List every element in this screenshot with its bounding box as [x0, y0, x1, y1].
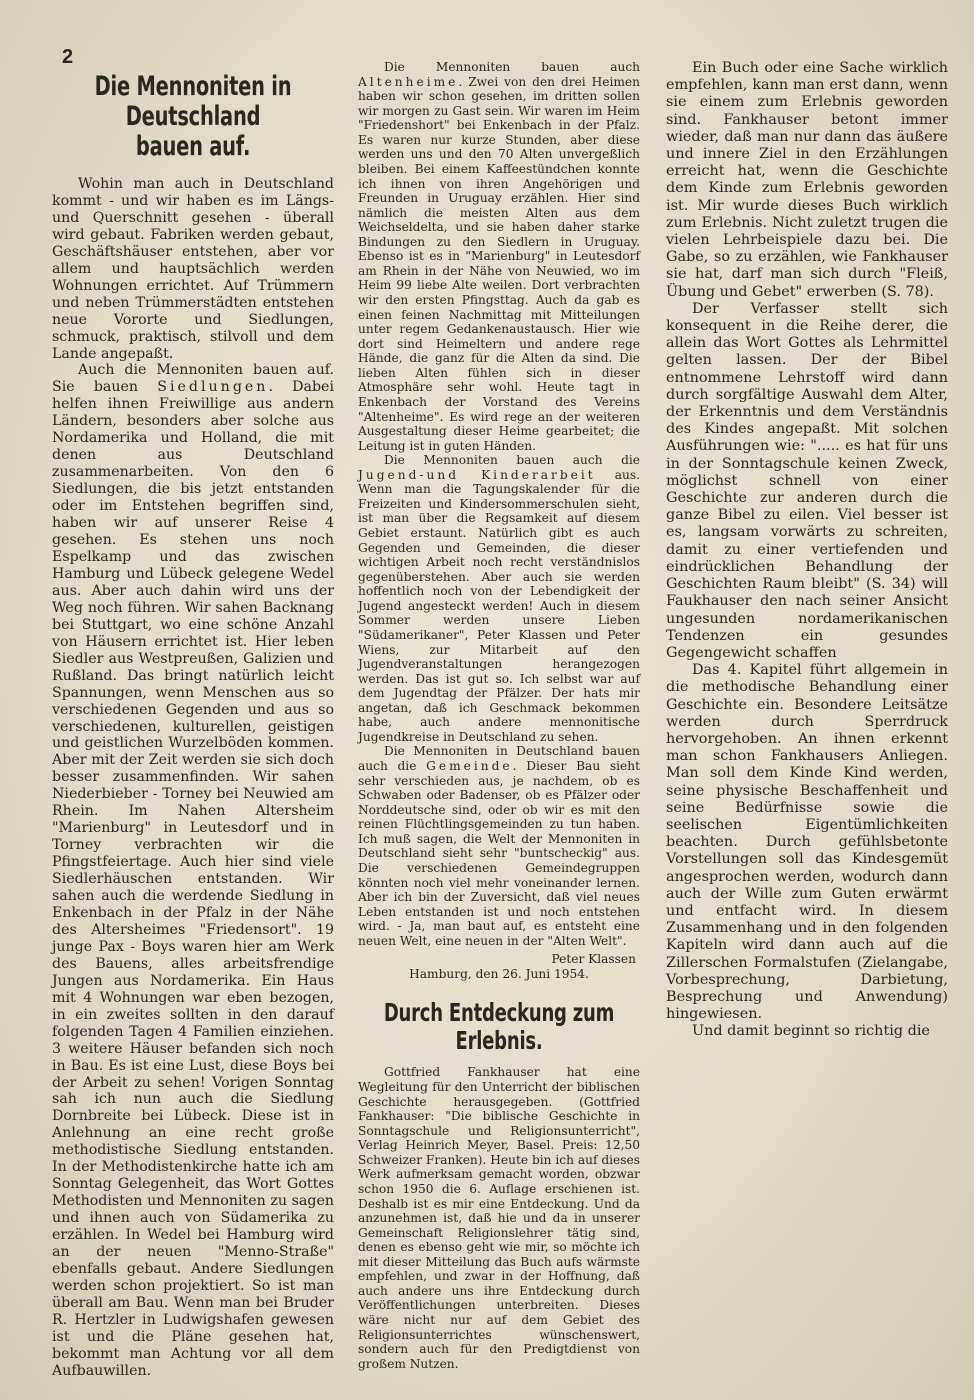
spaced-emphasis: Altenheime — [358, 74, 459, 89]
author-signature: Peter Klassen — [551, 952, 636, 967]
article-title-line-2: bauen auf. — [135, 131, 251, 162]
paragraph: Gottfried Fankhauser hat eine Wegleitung für den Unterricht der biblischen Geschichte herausgegeben. (Gottfried Fankhauser: "Die biblische Geschichte in Sonntagschule und Religionsunterricht", Verlag Heinrich Meyer, Basel. Preis: 12,50 Schweizer Franken). Heute bin ich auf dieses Werk aufmerksam gemacht worden, obzwar schon 1950 die 6. Auflage erschienen ist. Deshalb ist es mir eine Entdeckung. Und da anzunehmen ist, daß hie und da in unserer Gemeinschaft Religionslehrer tätig sind, denen es ebenso geht wie mir, so möchte ich mit dieser Mitteilung das Buch aufs wärmste empfehlen, und zwar in der Hoffnung, daß auch andere uns ihre Entdeckung durch Veröffentlichungen unterbreiten. Dieses wäre nicht nur auf dem Gebiet des Religionsunterrichtes wünschenswert, sondern auch für den Predigtdienst von großem Nutzen. — [358, 1065, 640, 1371]
spaced-emphasis: Siedlungen — [157, 379, 269, 396]
paragraph: Der Verfasser stellt sich konsequent in die Reihe derer, die allein das Wort Gottes als Lehrmittel gelten lassen. Der der Bibel entnommene Lehrstoff wird dann durch sorgfältige Auswahl dem Alter, der Erkenntnis und dem Verständnis des Kindes angepaßt. Mit solchen Ausführungen wie: "..... es hat für uns in der Sonntagschule keinen Zweck, möglichst schnell von einer Geschichte zur anderen durch die ganze Bibel zu eilen. Viel besser ist es, langsam vorwärts zu schreiten, damit zu einer vertiefenden und eindrücklichen Behandlung der Geschichten Raum bleibt" (S. 34) will Faukhauser den nach seiner Ansicht ungesunden nordamerikanischen Tendenzen ein gesundes Gegengewicht schaffen — [666, 300, 948, 661]
paragraph: Ein Buch oder eine Sache wirklich empfehlen, kann man erst dann, wenn sie einem zum Erlebnis geworden sind. Fankhauser betont immer wieder, daß man nur dann das äußere und innere Ziel in den Erzählungen erreicht hat, wenn die Geschichte dem Kinde zum Erlebnis geworden ist. Mir wurde dieses Buch wirklich zum Erlebnis. Nicht zuletzt trugen die vielen Lehrbeispiele dazu bei. Die Gabe, so zu erzählen, wie Fankhauser sie hat, darf man sich durch "Fleiß, Übung und Gebet" erwerben (S. 78). — [666, 60, 948, 300]
paragraph: Die Mennoniten bauen auch die Jugend-und Kinderarbeit aus. Wenn man die Tagungskalender für die Freizeiten und Kindersommerschulen sieht, ist man über die Regsamkeit auf diesem Gebiet erstaunt. Natürlich gibt es auch Gegenden und Gemeinden, die dieser wichtigen Arbeit noch recht verständnislos gegenüberstehen. Aber auch sie werden hoffentlich noch von der Lebendigkeit der Jugend angesteckt werden! Auch in diesem Sommer werden unsere Lieben "Südamerikaner", Peter Klassen und Peter Wiens, zur Mitarbeit auf den Jugendveranstaltungen herangezogen werden. Das ist gut so. Ich selbst war auf dem Jugendtag der Pfälzer. Der hats mir angetan, daß ich Geschmack bekommen habe, auch andere mennonitische Jugendkreise in Deutschland zu sehen. — [358, 453, 640, 744]
article-title-line-1: Die Mennoniten in Deutschland — [94, 71, 292, 132]
paragraph: Die Mennoniten bauen auch Altenheime. Zwei von den drei Heimen haben wir schon gesehen, im dritten sollen wir morgen zu Gast sein. Wir waren im Heim "Friedenshort" bei Enkenbach in der Pfalz. Es waren nur kurze Stunden, aber diese werden uns und den 70 Alten unvergeßlich bleiben. Bei einem Kaffeestündchen konnte ich ihnen von ihren Angehörigen und Freunden in Uruguay erzählen. Hier sind nämlich die meisten Alten aus dem Weichseldelta, und sie haben daher starke Bindungen zu den Siedlern in Uruguay. Ebenso ist es in "Marienburg" in Leutesdorf am Rhein in der Nähe von Neuwied, wo im Heim 99 liebe Alte weilen. Dort verbrachten wir den ersten Pfingsttag. Auch da gab es einen feinen Nachmittag mit Mitteilungen unter regem Gedankenaustausch. Hier wie dort sind Heimeltern und andere rege Hände, die ganz für die Alten da sind. Die lieben Alten fühlen sich in dieser Atmosphäre sehr wohl. Heute tagt in Enkenbach der Vorstand des Vereins "Altenheime". Es wird rege an der weiteren Ausgestaltung dieser Heime gearbeitet; die Leitung ist in guten Händen. — [358, 60, 640, 453]
spaced-emphasis: Jugend-und Kinderarbeit — [358, 467, 596, 482]
article-title — [48, 72, 337, 162]
column-3 — [666, 60, 948, 1041]
spaced-emphasis: Gemeinde — [426, 759, 513, 773]
article-2-title: Durch Entdeckung zum Erlebnis. — [383, 998, 615, 1056]
column-2 — [358, 60, 640, 1371]
paragraph: Und damit beginnt so richtig die — [692, 1023, 930, 1040]
paragraph: Auch die Mennoniten bauen auf. Sie bauen Siedlungen. Dabei helfen ihnen Freiwillige aus andern Ländern, besonders aber solche aus Nordamerika und Holland, die mit denen aus Deutschland zusammenarbeiten. Von den 6 Siedlungen, die bis jetzt entstanden oder im Entstehen begriffen sind, haben wir auf unserer Reise 4 gesehen. Es stehen uns noch Espelkamp und das zwischen Hamburg und Lübeck gelegene Wedel aus. Aber auch dahin wird uns der Weg noch führen. Wir sahen Backnang bei Stuttgart, wo eine schöne Anzahl von Häusern errichtet ist. Hier leben Siedler aus Westpreußen, Galizien und Rußland. Das bringt natürlich leicht Spannungen, wenn Menschen aus so verschiedenen Gegenden und aus so verschiedenen, kulturellen, geistigen und geistlichen Wurzelböden kommen. Aber mit der Zeit werden sie sich doch besser zusammenfinden. Wir sahen Niederbieber - Torney bei Neuwied am Rhein. Im Nahen Altersheim "Marienburg" in Leutesdorf und in Torney verbrachten wir die Pfingstfeiertage. Auch hier sind viele Siedlerhäuschen entstanden. Wir sahen auch die werdende Siedlung in Enkenbach in der Pfalz in der Nähe des Altersheimes "Friedensort". 19 junge Pax - Boys waren hier am Werk des Bauens, alles arbeitsfrendige Jungen aus Nordamerika. Ein Haus mit 4 Wohnungen war eben bezogen, in ein zweites sollten in den darauf folgenden Tagen 4 Familien einziehen. 3 weitere Häuser befanden sich noch in Bau. Es ist eine Lust, diese Boys bei der Arbeit zu sehen! Vorigen Sonntag sah ich nun auch die Siedlung Dornbreite bei Lübeck. Diese ist in Anlehnung an eine recht große methodistische Siedlung entstanden. In der Methodistenkirche hatte ich am Sonntag Gelegenheit, das Wort Gottes Methodisten und Mennoniten zu sagen und ihnen auch von Südamerika zu erzählen. In Wedel bei Hamburg wird an der neuen "Menno-Straße" ebenfalls gebaut. Andere Siedlungen werden schon projektiert. So ist man überall am Bau. Wenn man bei Bruder R. Hertzler in Ludwigshafen gewesen ist und die Pläne gesehen hat, bekommt man Achtung vor all dem Aufbauwillen. — [52, 362, 334, 1379]
page-number: 2 — [62, 46, 74, 68]
paragraph: Die Mennoniten in Deutschland bauen auch die Gemeinde. Dieser Bau sieht sehr verschieden aus, je nachdem, ob es Schwaben oder Badenser, ob es Pfälzer oder Norddeutsche sind, oder ob wir es mit den reinen Flüchtlingsgemeinden zu tun haben. Ich muß sagen, die Welt der Mennoniten in Deutschland sieht sehr "buntscheckig" aus. Die verschiedenen Gemeindegruppen könnten noch viel mehr voneinander lernen. Aber ich bin der Zuversicht, daß viel neues Leben entstanden ist und noch entstehen wird. - Ja, man baut auf, es entsteht eine neuen Welt, eine neuen in der "Alten Welt". — [358, 744, 641, 948]
paragraph: Das 4. Kapitel führt allgemein in die methodische Behandlung einer Geschichte ein. Besondere Leitsätze werden durch Sperrdruck hervorgehoben. An ihnen erkennt man schon Fankhausers Anliegen. Man soll dem Kinde Kind werden, seine physische Beschaffenheit und seine Bedürfnisse sowie die seelischen Eigentümlichkeiten beachten. Durch gefühlsbetonte Vorstellungen soll das Kindesgemüt angesprochen werden, wodurch dann auch der Wille zum Guten erwärmt und entfacht wird. In diesem Zusammenhang und in den folgenden Kapiteln wird dann auch auf die Zillerschen Formalstufen (Zielangabe, Vorbesprechung, Darbietung, Besprechung und Anwendung) hingewiesen. — [666, 662, 948, 1023]
column-1 — [52, 72, 334, 1380]
dateline: Hamburg, den 26. Juni 1954. — [409, 966, 589, 981]
paragraph: Wohin man auch in Deutschland kommt - und wir haben es im Längs- und Querschnitt gesehen - überall wird gebaut. Fabriken werden gebaut, Geschäftshäuser entstehen, aber vor allem und hauptsächlich werden Wohnungen errichtet. Auf Trümmern und neben Trümmerstädten entstehen neue Vororte und Siedlungen, schmuck, praktisch, stilvoll und dem Lande angepaßt. — [52, 176, 334, 362]
